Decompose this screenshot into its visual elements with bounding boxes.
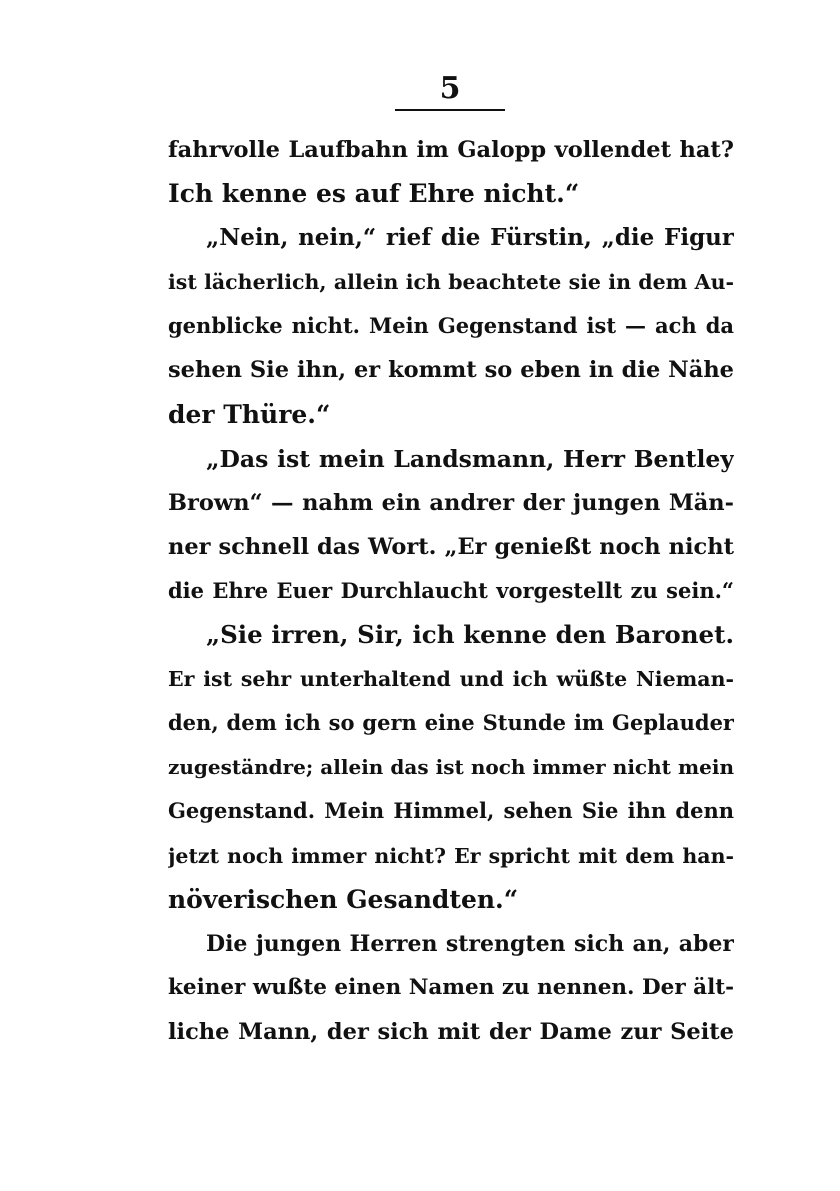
text-line: Gegenstand. Mein Himmel, sehen Sie ihn denn xyxy=(168,798,734,824)
text-line: ner schnell das Wort. „Er genießt noch nicht xyxy=(168,533,734,560)
text-line: zugeständre; allein das ist noch immer nicht mein xyxy=(168,755,734,780)
text-line: ist lächerlich, allein ich beachtete sie in dem Au- xyxy=(168,270,734,295)
text-line: der Thüre.“ xyxy=(168,399,331,429)
header-rule xyxy=(395,109,505,111)
text-line: Er ist sehr unterhaltend und ich wüßte Nieman- xyxy=(168,667,734,692)
text-line: den, dem ich so gern eine Stunde im Geplauder xyxy=(168,710,734,736)
text-line: Ich kenne es auf Ehre nicht.“ xyxy=(168,179,580,209)
text-line: növerischen Gesandten.“ xyxy=(168,884,519,914)
text-line: liche Mann, der sich mit der Dame zur Seite xyxy=(168,1018,734,1045)
text-line: sehen Sie ihn, er kommt so eben in die Nähe xyxy=(168,357,734,384)
text-line: Brown“ — nahm ein andrer der jungen Män- xyxy=(168,489,734,516)
text-line: „Das ist mein Landsmann, Herr Bentley xyxy=(206,444,734,473)
text-line: genblicke nicht. Mein Gegenstand ist — ach da xyxy=(168,313,734,339)
text-line: jetzt noch immer nicht? Er spricht mit dem han- xyxy=(168,843,734,868)
text-line: „Nein, nein,“ rief die Fürstin, „die Figur xyxy=(206,224,734,252)
page-number: 5 xyxy=(439,71,461,106)
text-line: Die jungen Herren strengten sich an, aber xyxy=(206,930,734,957)
text-line: „Sie irren, Sir, ich kenne den Baronet. xyxy=(206,620,734,650)
text-line: die Ehre Euer Durchlaucht vorgestellt zu sein.“ xyxy=(168,577,734,603)
body-text xyxy=(168,128,734,1054)
page-header xyxy=(395,72,505,111)
text-line: keiner wußte einen Namen zu nennen. Der ält- xyxy=(168,974,734,1000)
text-line: fahrvolle Laufbahn im Galopp vollendet hat? xyxy=(168,137,734,163)
